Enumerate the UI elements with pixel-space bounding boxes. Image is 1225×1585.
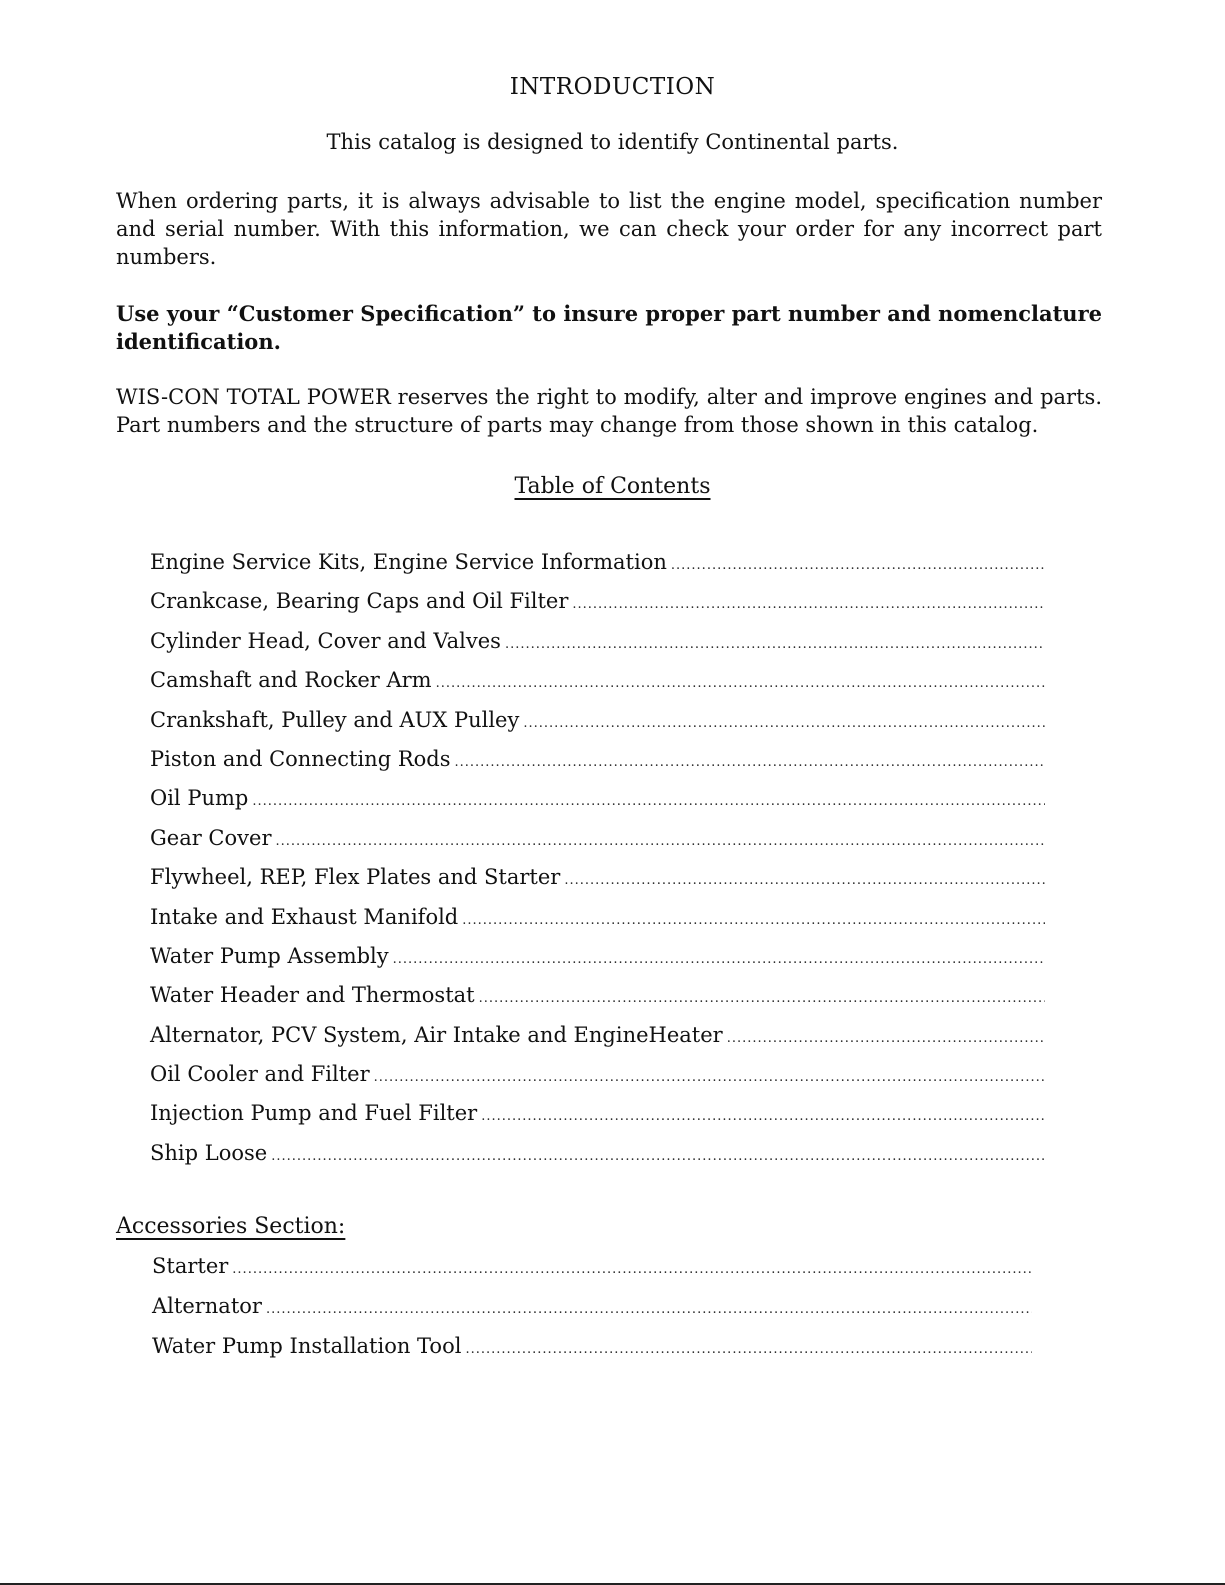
toc-entry-label: Flywheel, REP, Flex Plates and Starter: [150, 865, 561, 890]
toc-entry-label: Oil Pump: [150, 786, 249, 811]
toc-entry[interactable]: [150, 786, 1045, 825]
toc-entry-label: Alternator, PCV System, Air Intake and EngineHeater: [150, 1022, 723, 1047]
dot-leader: [465, 1342, 1032, 1357]
toc-entry-label: Crankcase, Bearing Caps and Oil Filter: [150, 589, 569, 614]
dot-leader: [232, 1262, 1032, 1277]
accessory-entry-label: Alternator: [152, 1294, 262, 1318]
dot-leader: [572, 597, 1045, 612]
toc-entry-label: Intake and Exhaust Manifold: [150, 904, 459, 929]
toc-entry[interactable]: [150, 983, 1045, 1022]
table-of-contents: [150, 550, 1045, 1180]
accessory-entry[interactable]: [152, 1254, 1032, 1294]
accessories-heading: [116, 1214, 345, 1239]
dot-leader: [505, 637, 1045, 652]
toc-entry[interactable]: [150, 589, 1045, 628]
toc-entry[interactable]: [150, 1141, 1045, 1180]
dot-leader: [455, 755, 1046, 770]
dot-leader: [479, 991, 1045, 1006]
toc-heading: [0, 474, 1225, 499]
rights-paragraph: WIS-CON TOTAL POWER reserves the right to modify, alter and improve engines and parts. Part numbers and the structure of parts may change from those shown in this catalog.: [116, 385, 1102, 437]
toc-entry-label: Crankshaft, Pulley and AUX Pulley: [150, 707, 520, 732]
toc-entry-label: Oil Cooler and Filter: [150, 1062, 370, 1087]
toc-entry-label: Water Pump Assembly: [150, 943, 389, 968]
toc-entry[interactable]: [150, 668, 1045, 707]
specification-paragraph: Use your “Customer Specification” to insure proper part number and nomenclature identification.: [116, 301, 1102, 354]
dot-leader: [564, 873, 1045, 888]
toc-entry-label: Water Header and Thermostat: [150, 983, 475, 1008]
toc-entry[interactable]: [150, 905, 1045, 944]
toc-entry-label: Cylinder Head, Cover and Valves: [150, 628, 501, 653]
toc-entry[interactable]: [150, 629, 1045, 668]
toc-entry-label: Piston and Connecting Rods: [150, 746, 451, 771]
accessory-entry-label: Water Pump Installation Tool: [152, 1334, 462, 1358]
toc-entry[interactable]: [150, 1062, 1045, 1101]
dot-leader: [523, 716, 1045, 731]
toc-entry-label: Injection Pump and Fuel Filter: [150, 1101, 478, 1126]
toc-entry[interactable]: [150, 747, 1045, 786]
dot-leader: [374, 1070, 1045, 1085]
dot-leader: [275, 834, 1045, 849]
toc-entry-label: Gear Cover: [150, 825, 272, 850]
dot-leader: [393, 952, 1045, 967]
toc-entry[interactable]: [150, 944, 1045, 983]
accessories-heading-text: Accessories Section:: [116, 1214, 346, 1239]
accessory-entry-label: Starter: [152, 1254, 229, 1278]
dot-leader: [436, 676, 1045, 691]
dot-leader: [462, 913, 1045, 928]
toc-entry-label: Ship Loose: [150, 1140, 268, 1165]
toc-entry[interactable]: [150, 865, 1045, 904]
accessory-entry[interactable]: [152, 1334, 1032, 1374]
toc-entry-label: Engine Service Kits, Engine Service Information: [150, 550, 667, 574]
toc-entry[interactable]: [150, 550, 1045, 589]
toc-entry[interactable]: [150, 708, 1045, 747]
ordering-paragraph: When ordering parts, it is always advisable to list the engine model, specification number and serial number. With this information, we can check your order for any incorrect part numbers.: [116, 189, 1102, 269]
toc-entry[interactable]: [150, 826, 1045, 865]
intro-subtitle: This catalog is designed to identify Continental parts.: [326, 130, 899, 154]
dot-leader: [727, 1031, 1045, 1046]
accessories-list: [152, 1254, 1032, 1374]
dot-leader: [252, 794, 1045, 809]
toc-heading-text: Table of Contents: [514, 474, 711, 499]
toc-entry-label: Camshaft and Rocker Arm: [150, 668, 432, 693]
dot-leader: [266, 1302, 1032, 1317]
dot-leader: [481, 1109, 1045, 1124]
toc-entry[interactable]: [150, 1023, 1045, 1062]
dot-leader: [671, 558, 1045, 573]
toc-entry[interactable]: [150, 1101, 1045, 1140]
page-title: INTRODUCTION: [509, 74, 716, 100]
dot-leader: [271, 1149, 1045, 1164]
accessory-entry[interactable]: [152, 1294, 1032, 1334]
